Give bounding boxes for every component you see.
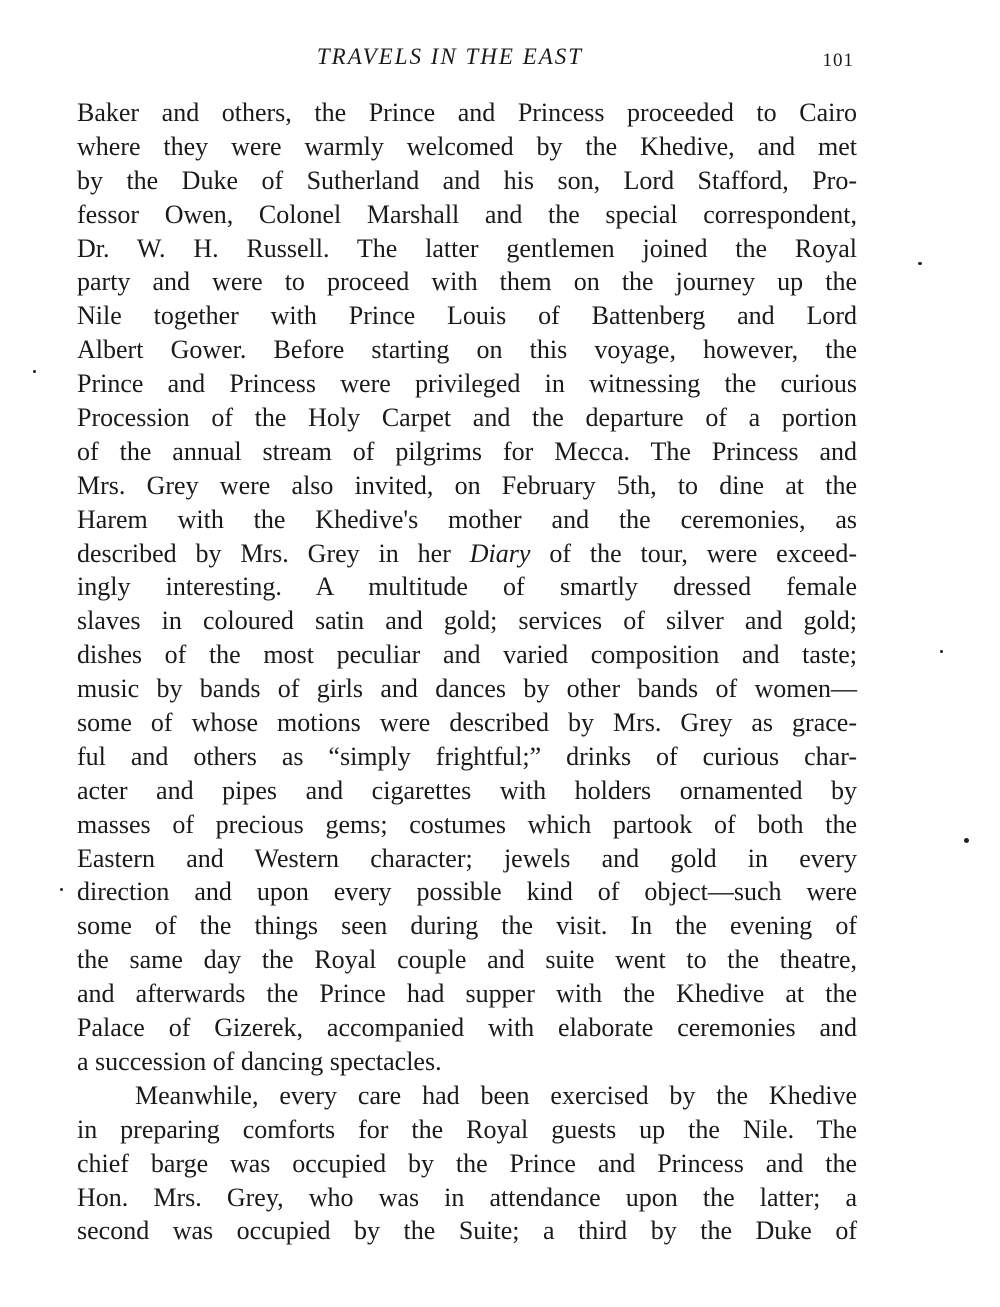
text-line: music by bands of girls and dances by other bands of women— [77,674,857,704]
text-line: Prince and Princess were privileged in witnessing the curious [77,369,857,399]
text-line: the same day the Royal couple and suite went to the theatre, [77,945,857,975]
text-line: fessor Owen, Colonel Marshall and the special correspondent, [77,199,857,229]
margin-speck [964,838,969,843]
paragraph-first-line: Meanwhile, every care had been exercised by the Khedive [135,1080,857,1110]
text-line: Albert Gower. Before starting on this voyage, however, the [77,335,857,365]
margin-speck [940,650,943,653]
text-line: Nile together with Prince Louis of Battenberg and Lord [77,301,857,331]
text-line: dishes of the most peculiar and varied composition and taste; [77,640,857,670]
text-line: Hon. Mrs. Grey, who was in attendance upon the latter; a [77,1182,857,1212]
text-line: direction and upon every possible kind of object—such were [77,877,857,907]
text-line: Eastern and Western character; jewels and gold in every [77,843,857,873]
text-line: and afterwards the Prince had supper with the Khedive at the [77,979,857,1009]
text-line: masses of precious gems; costumes which partook of both the [77,809,857,839]
page-number: 101 [822,50,854,71]
running-title: TRAVELS IN THE EAST [316,44,584,69]
text-line: ful and others as “simply frightful;” drinks of curious char- [77,741,857,771]
text-fragment: described by Mrs. Grey in her [77,538,451,568]
text-fragment: of the tour, were exceed- [549,538,857,568]
margin-speck [918,262,922,265]
text-line: Harem with the Khedive's mother and the ceremonies, as [77,504,857,534]
text-line: of the annual stream of pilgrims for Mecca. The Princess and [77,436,857,466]
text-line: in preparing comforts for the Royal guests up the Nile. The [77,1114,857,1144]
text-line: slaves in coloured satin and gold; services of silver and gold; [77,606,857,636]
text-line: Baker and others, the Prince and Princess proceeded to Cairo [77,98,857,127]
text-line: Procession of the Holy Carpet and the departure of a portion [77,403,857,433]
paragraph-last-line: a succession of dancing spectacles. [77,1046,442,1076]
text-line: some of the things seen during the visit. In the evening of [77,911,857,941]
text-line: acter and pipes and cigarettes with holders ornamented by [77,775,857,805]
text-line: ingly interesting. A multitude of smartly dressed female [77,572,857,602]
italic-title-diary: Diary [469,538,531,568]
text-line: chief barge was occupied by the Prince and Princess and the [77,1148,857,1178]
text-line: Palace of Gizerek, accompanied with elaborate ceremonies and [77,1013,857,1043]
margin-speck [60,888,63,891]
text-line-with-italic [77,537,857,571]
text-line: by the Duke of Sutherland and his son, Lord Stafford, Pro- [77,165,857,195]
text-line: second was occupied by the Suite; a third by the Duke of [77,1216,857,1246]
margin-speck [33,370,36,373]
text-line: some of whose motions were described by Mrs. Grey as grace- [77,708,857,738]
text-line: Dr. W. H. Russell. The latter gentlemen joined the Royal [77,233,857,263]
text-line: party and were to proceed with them on the journey up the [77,267,857,297]
body-text [77,96,857,1248]
text-line: where they were warmly welcomed by the Khedive, and met [77,131,857,161]
text-line: Mrs. Grey were also invited, on February 5th, to dine at the [77,470,857,500]
